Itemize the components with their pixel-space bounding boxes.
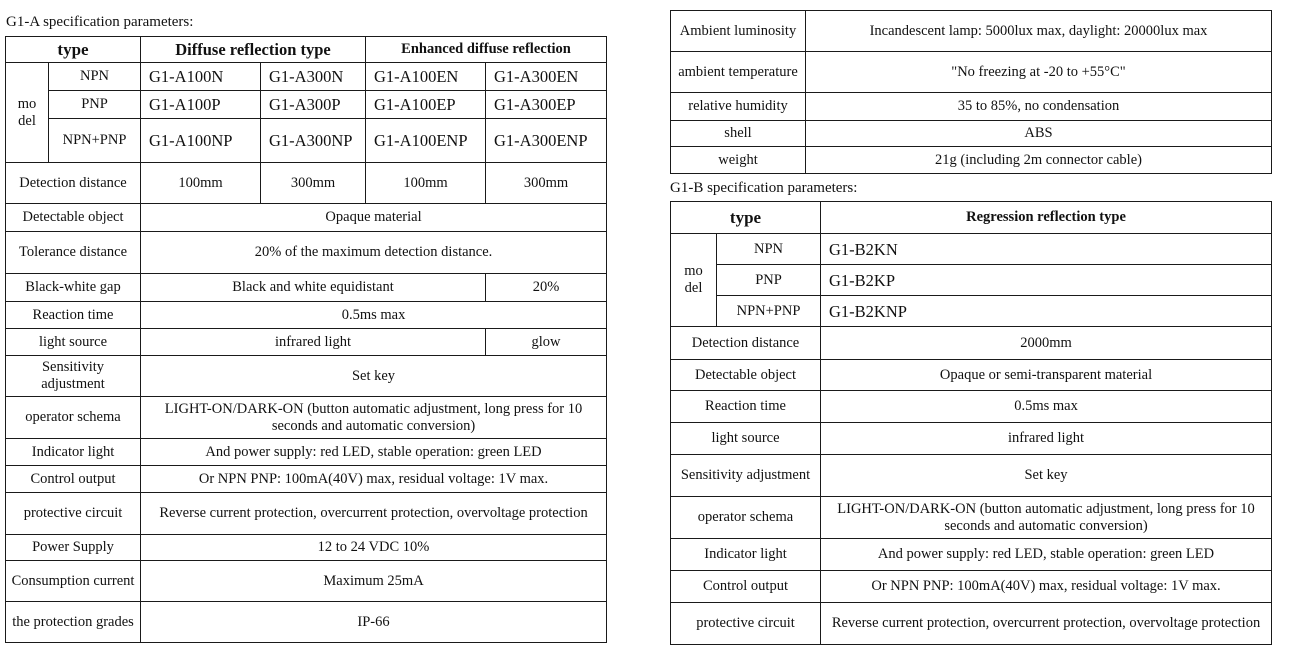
g1b-control-value: Or NPN PNP: 100mA(40V) max, residual voltage: 1V max. [821,571,1272,603]
g1b-sensitivity-label: Sensitivity adjustment [671,455,821,497]
g1a-model-cell: G1-A100EP [366,91,486,119]
g1a-model-cell: G1-A100NP [141,119,261,163]
g1b-model-cell: G1-B2KNP [821,296,1272,327]
g1b-model-cell: G1-B2KN [821,234,1272,265]
g1b-model-kind: PNP [717,265,821,296]
g1a-model-cell: G1-A100N [141,63,261,91]
g1a-grades-value: IP-66 [141,602,607,643]
g1a-consumption-value: Maximum 25mA [141,561,607,602]
g1a-diffuse-header: Diffuse reflection type [141,37,366,63]
shell-value: ABS [806,121,1272,147]
g1a-model-cell: G1-A300NP [261,119,366,163]
g1a-detection-label: Detection distance [6,163,141,204]
g1b-detectable-value: Opaque or semi-transparent material [821,360,1272,391]
g1b-model-kind: NPN+PNP [717,296,821,327]
g1b-model-kind: NPN [717,234,821,265]
g1a-indicator-label: Indicator light [6,439,141,466]
g1a-detection-value: 100mm [141,163,261,204]
g1a-enhanced-header: Enhanced diffuse reflection [366,37,607,63]
environment-table [670,10,1272,174]
g1b-control-label: Control output [671,571,821,603]
g1a-reaction-value: 0.5ms max [141,302,607,329]
g1b-regression-header: Regression reflection type [821,202,1272,234]
g1a-bw-gap-value2: 20% [486,274,607,302]
g1b-type-header: type [671,202,821,234]
humidity-label: relative humidity [671,93,806,121]
g1a-tolerance-value: 20% of the maximum detection distance. [141,232,607,274]
shell-label: shell [671,121,806,147]
g1a-model-label: mo del [6,63,49,163]
g1a-model-cell: G1-A100EN [366,63,486,91]
g1a-light-label: light source [6,329,141,356]
g1a-grades-label: the protection grades [6,602,141,643]
ambient-lum-value: Incandescent lamp: 5000lux max, daylight: 20000lux max [806,11,1272,52]
g1b-detectable-label: Detectable object [671,360,821,391]
g1a-type-header: type [6,37,141,63]
g1a-consumption-label: Consumption current [6,561,141,602]
g1a-indicator-value: And power supply: red LED, stable operation: green LED [141,439,607,466]
g1b-detection-value: 2000mm [821,327,1272,360]
g1b-operator-label: operator schema [671,497,821,539]
g1a-model-cell: G1-A300EN [486,63,607,91]
g1a-bw-gap-value: Black and white equidistant [141,274,486,302]
g1b-light-label: light source [671,423,821,455]
g1a-spec-table [5,36,607,643]
g1b-model-label: mo del [671,234,717,327]
g1a-model-cell: G1-A300EP [486,91,607,119]
g1a-model-cell: G1-A300P [261,91,366,119]
g1a-control-value: Or NPN PNP: 100mA(40V) max, residual voltage: 1V max. [141,466,607,493]
g1b-sensitivity-value: Set key [821,455,1272,497]
g1b-protective-label: protective circuit [671,603,821,645]
g1a-bw-gap-label: Black-white gap [6,274,141,302]
g1a-light-value2: glow [486,329,607,356]
g1a-power-label: Power Supply [6,535,141,561]
g1a-detectable-label: Detectable object [6,204,141,232]
g1a-power-value: 12 to 24 VDC 10% [141,535,607,561]
g1b-indicator-value: And power supply: red LED, stable operation: green LED [821,539,1272,571]
g1a-detection-value: 100mm [366,163,486,204]
ambient-lum-label: Ambient luminosity [671,11,806,52]
g1b-reaction-value: 0.5ms max [821,391,1272,423]
g1a-model-kind: PNP [49,91,141,119]
g1a-model-kind: NPN [49,63,141,91]
g1b-caption: G1-B specification parameters: [670,180,858,196]
g1b-protective-value: Reverse current protection, overcurrent protection, overvoltage protection [821,603,1272,645]
g1a-sensitivity-label: Sensitivity adjustment [6,356,141,397]
g1a-operator-label: operator schema [6,397,141,439]
g1a-operator-value: LIGHT-ON/DARK-ON (button automatic adjustment, long press for 10 seconds and automatic conversion) [141,397,607,439]
g1b-light-value: infrared light [821,423,1272,455]
g1a-tolerance-label: Tolerance distance [6,232,141,274]
ambient-temp-label: ambient temperature [671,52,806,93]
g1b-spec-table [670,201,1272,645]
g1a-model-kind: NPN+PNP [49,119,141,163]
g1a-light-value: infrared light [141,329,486,356]
g1a-sensitivity-value: Set key [141,356,607,397]
g1a-detectable-value: Opaque material [141,204,607,232]
g1a-detection-value: 300mm [261,163,366,204]
g1a-model-cell: G1-A100ENP [366,119,486,163]
g1a-protective-label: protective circuit [6,493,141,535]
g1a-model-cell: G1-A300ENP [486,119,607,163]
g1b-detection-label: Detection distance [671,327,821,360]
g1a-protective-value: Reverse current protection, overcurrent protection, overvoltage protection [141,493,607,535]
weight-value: 21g (including 2m connector cable) [806,147,1272,174]
ambient-temp-value: "No freezing at -20 to +55°C" [806,52,1272,93]
weight-label: weight [671,147,806,174]
g1a-control-label: Control output [6,466,141,493]
g1a-model-cell: G1-A300N [261,63,366,91]
g1a-detection-value: 300mm [486,163,607,204]
g1a-reaction-label: Reaction time [6,302,141,329]
g1b-model-cell: G1-B2KP [821,265,1272,296]
g1b-indicator-label: Indicator light [671,539,821,571]
humidity-value: 35 to 85%, no condensation [806,93,1272,121]
g1a-caption: G1-A specification parameters: [6,14,194,30]
g1b-operator-value: LIGHT-ON/DARK-ON (button automatic adjustment, long press for 10 seconds and automatic conversion) [821,497,1272,539]
g1a-model-cell: G1-A100P [141,91,261,119]
g1b-reaction-label: Reaction time [671,391,821,423]
